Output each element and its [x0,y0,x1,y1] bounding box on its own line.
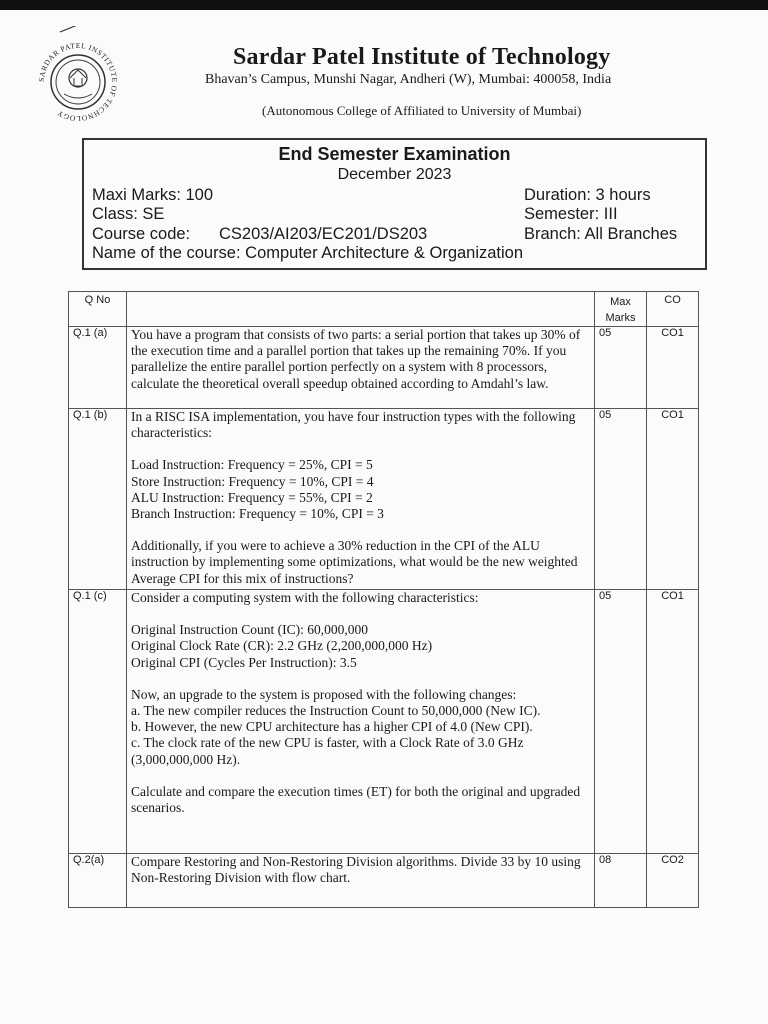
branch: Branch: All Branches [524,225,678,243]
table-row [69,409,699,590]
question-line: Load Instruction: Frequency = 25%, CPI = 5 [131,457,373,473]
college-name: Sardar Patel Institute of Technology [233,44,611,70]
blank-line [131,671,590,687]
question-line: b. However, the new CPU architecture has a higher CPI of 4.0 (New CPI). [131,719,533,735]
question-marks: 05 [595,327,647,409]
question-line: You have a program that consists of two parts: a serial portion that takes up 30% of the execution time and a parallel portion that takes up the remaining 70%. If you parallelize the entire parallel portion perfectly on a system with 8 processors, calculate the theoretical overall speedup obtained according to Amdahl’s law. [131,327,581,391]
question-line: c. The clock rate of the new CPU is faster, with a Clock Rate of 3.0 GHz (3,000,000,000 Hz). [131,735,524,767]
course-outcome: CO1 [647,327,699,409]
blank-line [131,768,590,784]
question-line: Calculate and compare the execution times (ET) for both the original and upgraded scenarios. [131,783,581,816]
course-name: Name of the course: Computer Architecture & Organization [92,244,524,262]
question-line: ALU Instruction: Frequency = 55%, CPI = 2 [131,489,373,505]
header-max-marks: Max Marks [595,292,647,327]
course-outcome: CO1 [647,409,699,590]
table-row [69,590,699,854]
exam-details-box [82,138,707,270]
question-marks: 08 [595,854,647,908]
questions-table [68,291,699,908]
question-line: a. The new compiler reduces the Instruction Count to 50,000,000 (New IC). [131,703,541,719]
question-number: Q.2(a) [69,854,127,908]
college-affiliation: (Autonomous College of Affiliated to University of Mumbai) [262,103,582,118]
exam-date: December 2023 [337,166,452,183]
question-line: Original Clock Rate (CR): 2.2 GHz (2,200,000,000 Hz) [131,638,433,654]
question-number: Q.1 (a) [69,327,127,409]
question-line: Now, an upgrade to the system is proposed with the following changes: [131,686,517,702]
scan-top-edge [0,0,768,10]
class: Class: SE [92,205,165,223]
semester: Semester: III [524,205,618,223]
table-header-row [69,292,699,327]
question-line: Consider a computing system with the following characteristics: [131,590,479,605]
max-marks: Maxi Marks: 100 [92,186,214,204]
question-line: Compare Restoring and Non-Restoring Division algorithms. Divide 33 by 10 using Non-Restoring Division with flow chart. [131,854,581,886]
question-line: In a RISC ISA implementation, you have four instruction types with the following characteristics: [131,409,576,441]
header-co: CO [647,292,699,327]
blank-line [131,606,590,622]
blank-line [131,441,590,457]
svg-text:SARDAR PATEL INSTITUTE OF TECH: SARDAR PATEL INSTITUTE OF TECHNOLOGY [36,40,120,124]
question-line: Store Instruction: Frequency = 10%, CPI = 4 [131,473,374,489]
college-address: Bhavan’s Campus, Munshi Nagar, Andheri (W), Mumbai: 400058, India [205,72,612,87]
blank-line [131,522,590,538]
question-line: Additionally, if you were to achieve a 30% reduction in the CPI of the ALU instruction by implementing some optimizations, what would be the new weighted Average CPI for this mix of instructions? [131,538,578,586]
question-number: Q.1 (b) [69,409,127,590]
question-text [127,854,595,908]
course-outcome: CO1 [647,590,699,854]
institute-seal-logo [30,26,126,136]
duration: Duration: 3 hours [524,186,651,204]
table-row [69,854,699,908]
header-question [127,292,595,327]
exam-title: End Semester Examination [278,144,511,164]
course-code: CS203/AI203/EC201/DS203 [219,225,428,243]
question-line: Original CPI (Cycles Per Instruction): 3.5 [131,654,357,670]
question-marks: 05 [595,590,647,854]
question-marks: 05 [595,409,647,590]
table-row [69,327,699,409]
course-code-label: Course code: [92,225,191,243]
question-text [127,590,595,854]
question-number: Q.1 (c) [69,590,127,854]
question-line: Original Instruction Count (IC): 60,000,000 [131,622,368,638]
course-outcome: CO2 [647,854,699,908]
header-qno: Q No [69,292,127,327]
question-text [127,327,595,409]
question-line: Branch Instruction: Frequency = 10%, CPI = 3 [131,506,384,522]
question-text [127,409,595,590]
